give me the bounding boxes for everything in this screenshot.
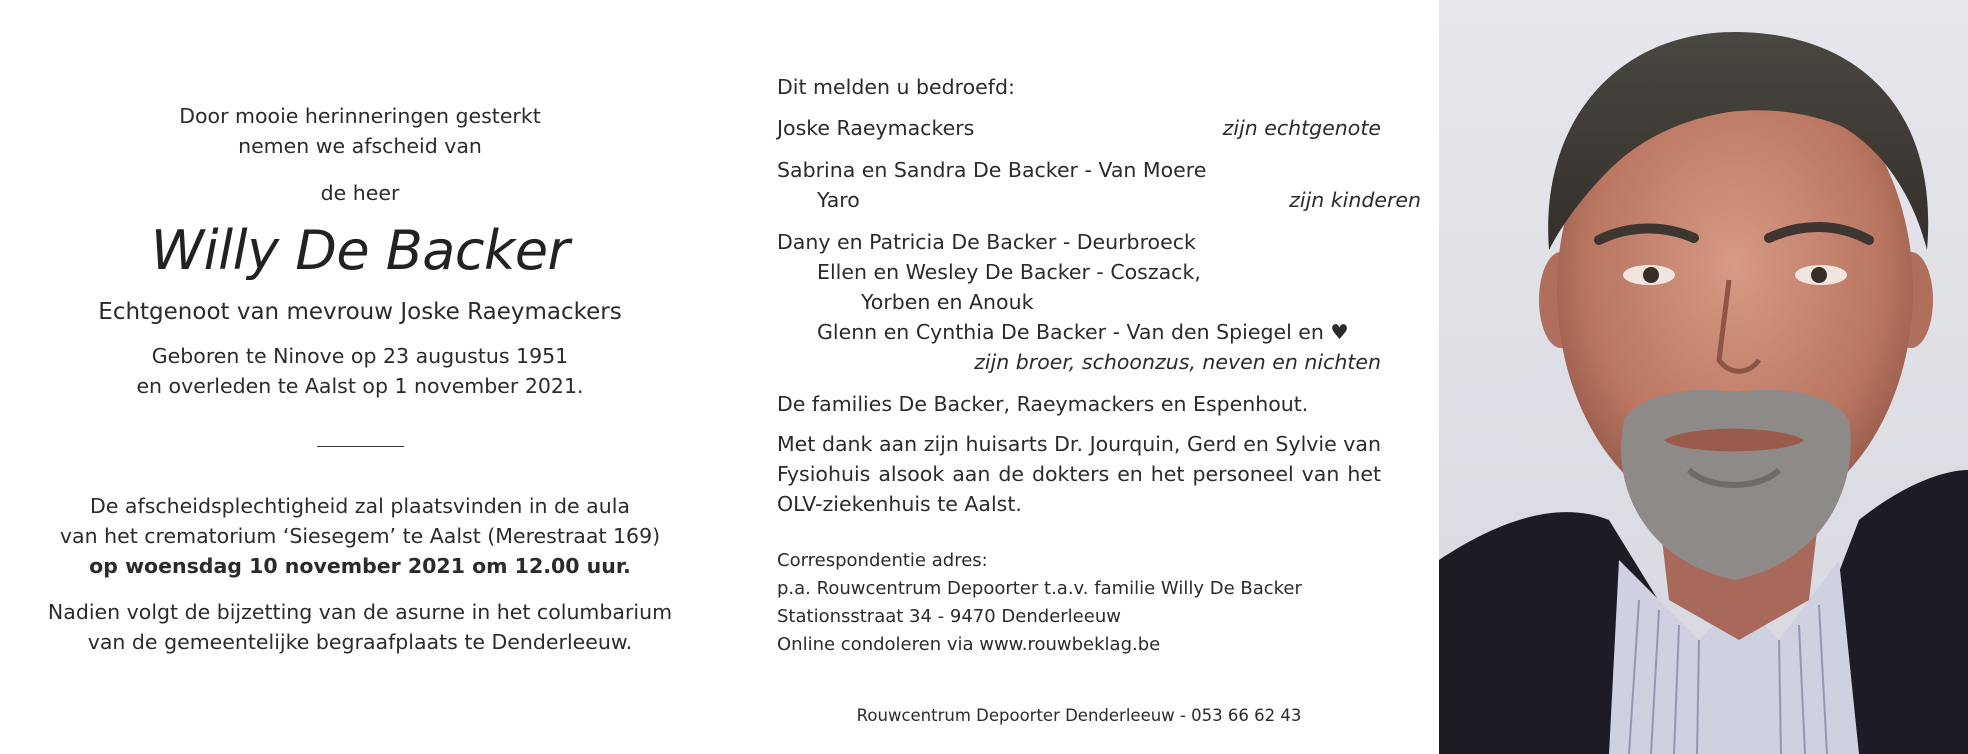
ceremony-info <box>40 491 680 581</box>
ceremony-date: op woensdag 10 november 2021 om 12.00 uur. <box>89 554 631 578</box>
correspondence-line: Stationsstraat 34 - 9470 Denderleeuw <box>777 606 1121 627</box>
portrait-image <box>1439 0 1968 754</box>
footer-contact: Rouwcentrum Depoorter Denderleeuw - 053 66 62 43 <box>856 706 1302 725</box>
announcement-left-column <box>40 0 680 754</box>
divider-line <box>317 446 404 447</box>
correspondence-line: p.a. Rouwcentrum Depoorter t.a.v. familie Willy De Backer <box>777 578 1302 599</box>
honorific-text: de heer <box>320 181 400 205</box>
portrait-photo <box>1439 0 1968 754</box>
deceased-name: Willy De Backer <box>150 219 570 282</box>
sibling-line: Ellen en Wesley De Backer - Coszack, <box>817 260 1201 284</box>
ceremony-line: De afscheidsplechtigheid zal plaatsvinden in de aula <box>90 494 630 518</box>
burial-info <box>40 597 680 657</box>
correspondence-label: Correspondentie adres: <box>777 550 988 571</box>
children-line: Sabrina en Sandra De Backer - Van Moere <box>777 158 1207 182</box>
families-line: De families De Backer, Raeymackers en Espenhout. <box>777 392 1309 416</box>
spouse-info <box>40 297 680 327</box>
intro-line: nemen we afscheid van <box>238 134 482 158</box>
correspondence-block <box>777 547 1381 659</box>
burial-line: Nadien volgt de bijzetting van de asurne in het columbarium <box>47 600 673 624</box>
intro-text <box>40 101 680 161</box>
honorific <box>40 178 680 208</box>
family-column <box>777 0 1421 754</box>
thanks-paragraph: Met dank aan zijn huisarts Dr. Jourquin, Gerd en Sylvie van Fysiohuis alsook aan de dokters en het personeel van het OLV-ziekenhuis te Aalst. <box>777 432 1381 516</box>
ceremony-line: van het crematorium ‘Siesegem’ te Aalst (Merestraat 169) <box>59 524 661 548</box>
spouse-name: Joske Raeymackers <box>777 116 975 140</box>
sibling-role: zijn broer, schoonzus, neven en nichten <box>974 350 1381 374</box>
intro-line: Door mooie herinneringen gesterkt <box>179 104 541 128</box>
grandchild-name: Yaro <box>817 188 860 212</box>
burial-line: van de gemeentelijke begraafplaats te Denderleeuw. <box>87 630 633 654</box>
sibling-line: Glenn en Cynthia De Backer - Van den Spiegel en ♥ <box>817 320 1349 344</box>
spouse-role: zijn echtgenote <box>1222 116 1381 140</box>
spouse-line: Echtgenoot van mevrouw Joske Raeymackers <box>98 299 622 325</box>
spouse-row <box>777 113 1381 143</box>
children-row <box>777 185 1421 215</box>
condolence-link[interactable]: Online condoleren via www.rouwbeklag.be <box>777 634 1161 655</box>
announce-line: Dit melden u bedroefd: <box>777 75 1015 99</box>
children-role: zijn kinderen <box>1289 188 1421 212</box>
sibling-line: Yorben en Anouk <box>861 290 1034 314</box>
died-line: en overleden te Aalst op 1 november 2021. <box>136 374 584 398</box>
life-dates <box>40 341 680 401</box>
born-line: Geboren te Ninove op 23 augustus 1951 <box>151 344 569 368</box>
sibling-line: Dany en Patricia De Backer - Deurbroeck <box>777 230 1196 254</box>
